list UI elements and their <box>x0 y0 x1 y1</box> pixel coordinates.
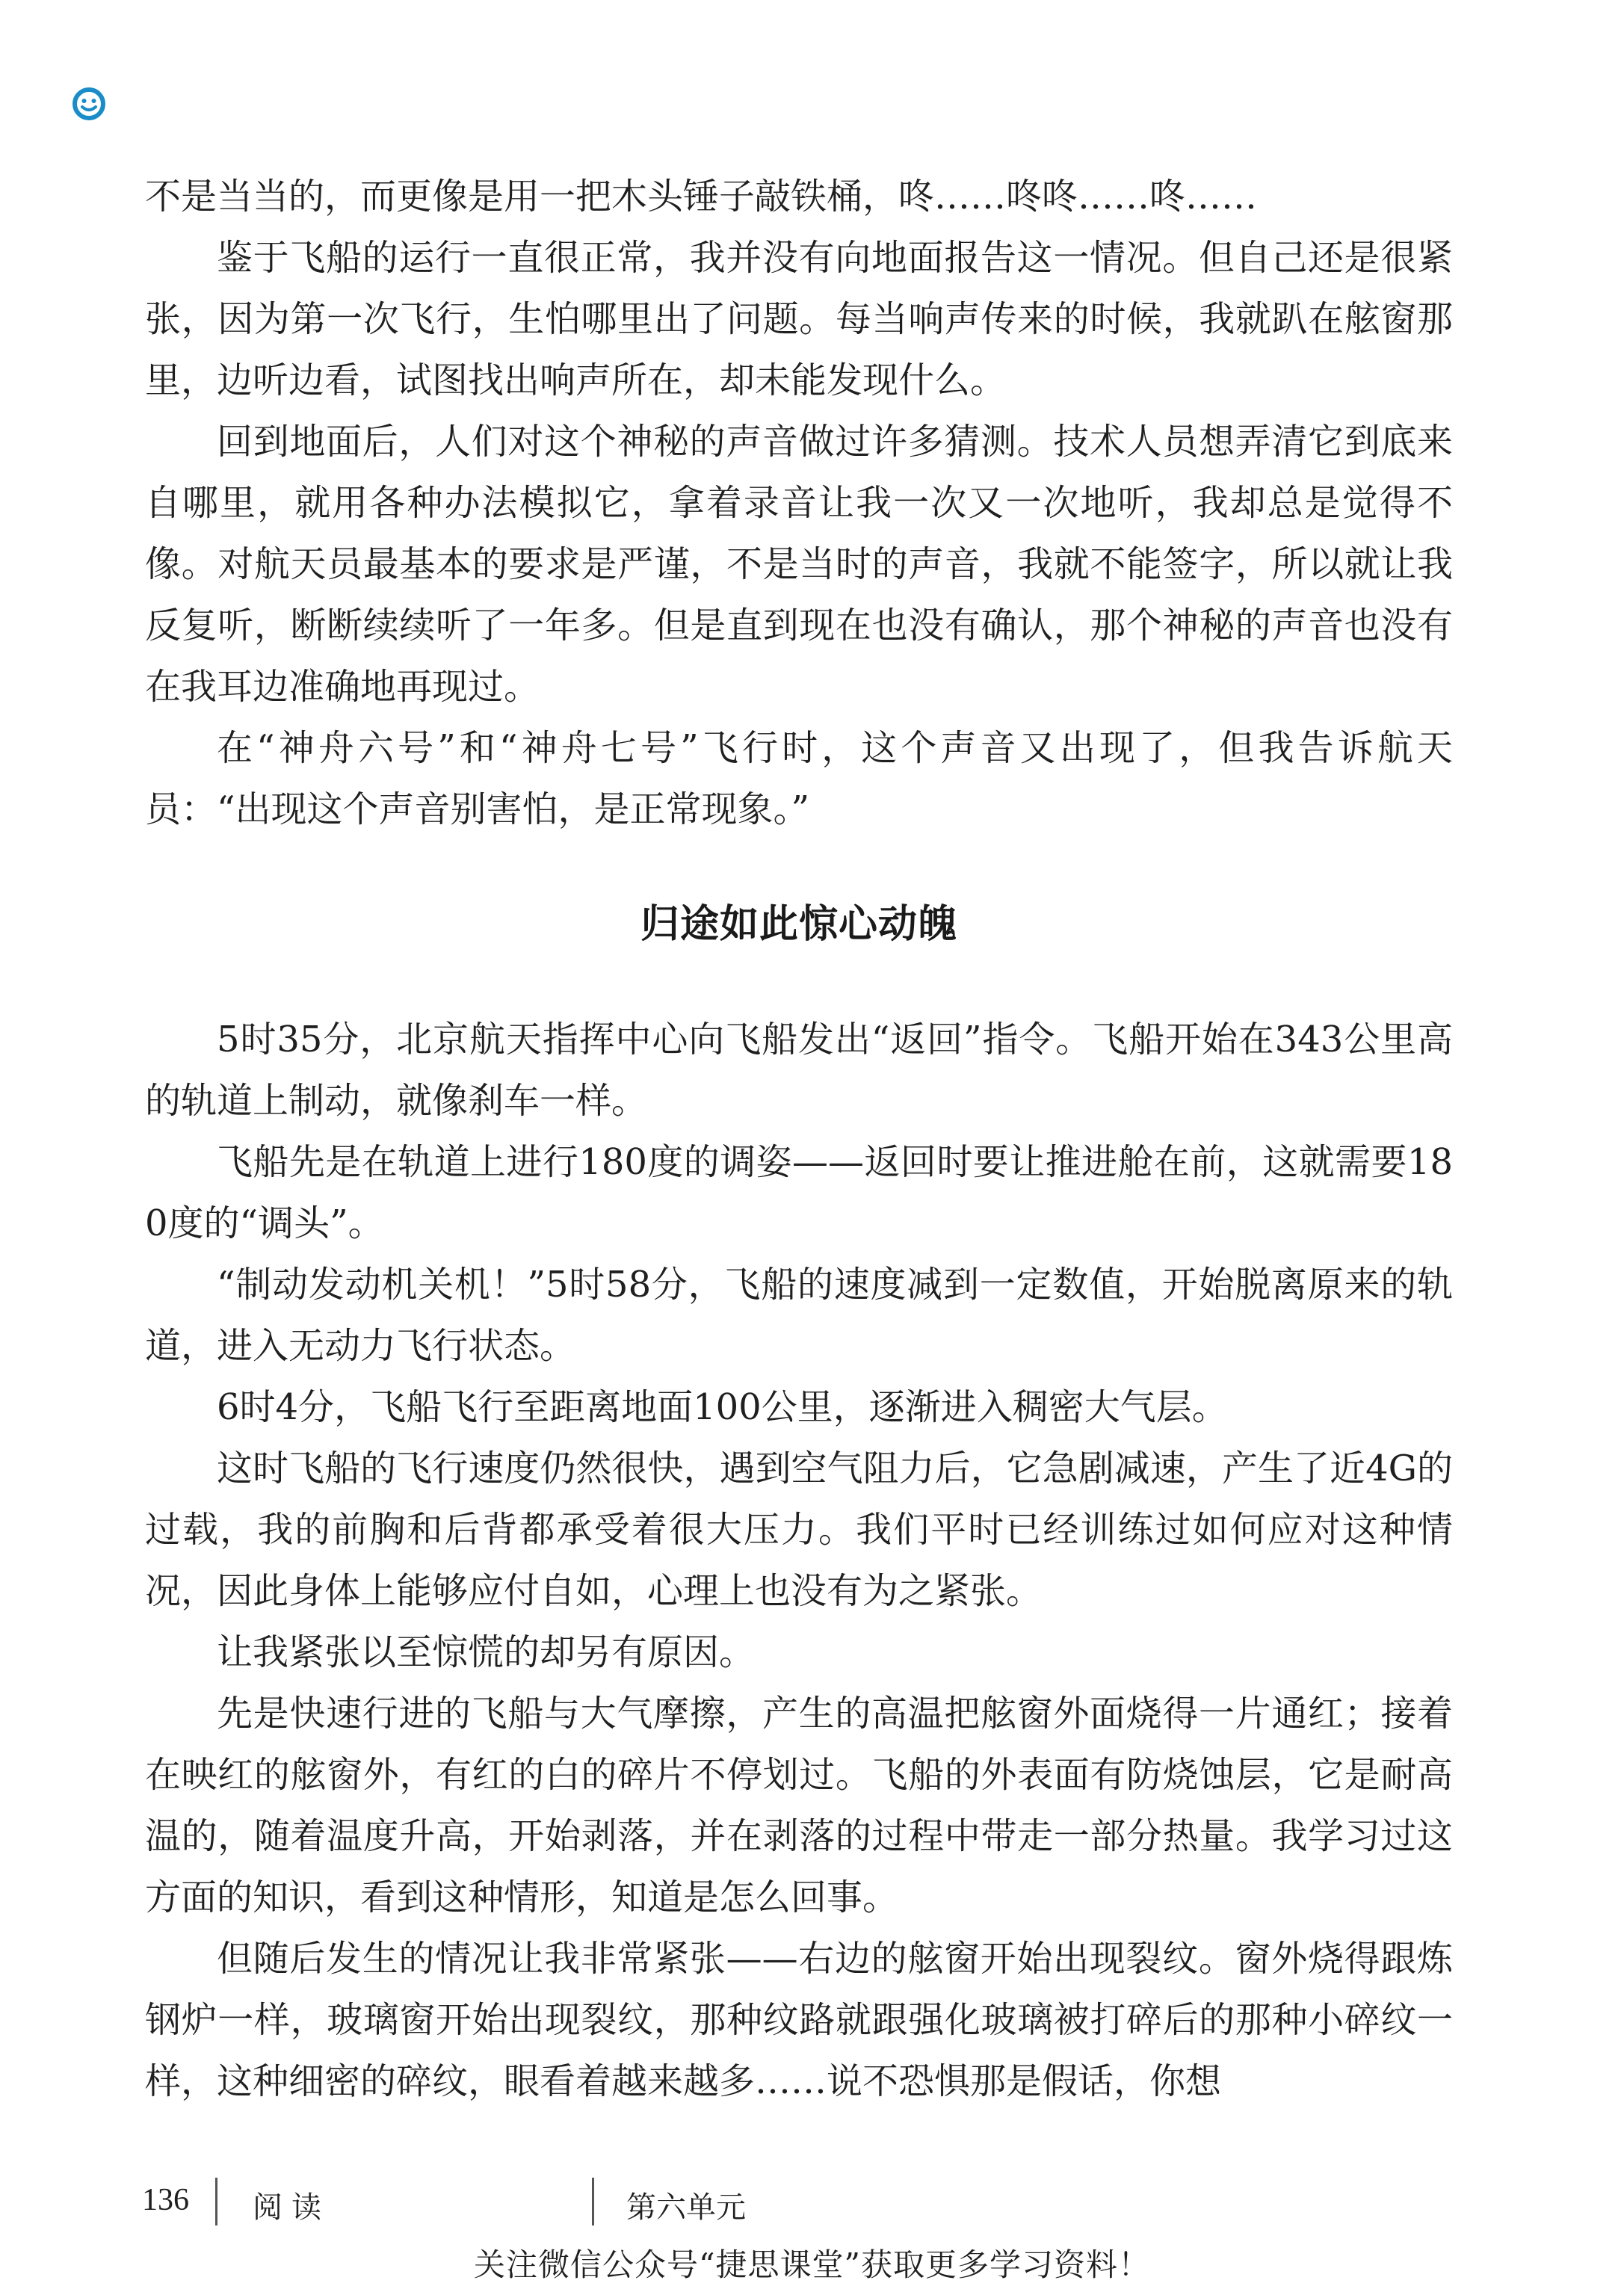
paragraph: 先是快速行进的飞船与大气摩擦，产生的高温把舷窗外面烧得一片通红；接着在映红的舷窗外，有红的白的碎片不停划过。飞船的外表面有防烧蚀层，它是耐高温的，随着温度升高，开始剥落，并在剥落的过程中带走一部分热量。我学习过这方面的知识，看到这种情形，知道是怎么回事。 <box>145 1693 1453 1918</box>
paragraph: 但随后发生的情况让我非常紧张——右边的舷窗开始出现裂纹。窗外烧得跟炼钢炉一样，玻璃窗开始出现裂纹，那种纹路就跟强化玻璃被打碎后的那种小碎纹一样，这种细密的碎纹，眼看着越来越多……说不恐惧那是假话，你想 <box>145 1938 1453 2102</box>
book-name: 阅读 <box>253 2190 330 2225</box>
paragraph-continued: 不是当当的，而更像是用一把木头锤子敲铁桶，咚……咚咚……咚…… <box>145 176 1258 217</box>
paragraph: 回到地面后，人们对这个神秘的声音做过许多猜测。技术人员想弄清它到底来自哪里，就用各种办法模拟它，拿着录音让我一次又一次地听，我却总是觉得不像。对航天员最基本的要求是严谨，不是当时的声音，我就不能签字，所以就让我反复听，断断续续听了一年多。但是直到现在也没有确认，那个神秘的声音也没有在我耳边准确地再现过。 <box>145 421 1453 708</box>
page-number: 136 <box>142 2183 189 2217</box>
paragraph: 鉴于飞船的运行一直很正常，我并没有向地面报告这一情况。但自己还是很紧张，因为第一次飞行，生怕哪里出了问题。每当响声传来的时候，我就趴在舷窗那里，边听边看，试图找出响声所在，却未能发现什么。 <box>145 237 1453 401</box>
smiley-icon <box>72 87 106 121</box>
footer-divider <box>215 2178 217 2225</box>
unit-name: 第六单元 <box>626 2190 746 2225</box>
section-title: 归途如此惊心动魄 <box>640 902 957 947</box>
paragraph: “制动发动机关机！”5时58分，飞船的速度减到一定数值，开始脱离原来的轨道，进入无动力飞行状态。 <box>145 1264 1453 1367</box>
paragraph: 这时飞船的飞行速度仍然很快，遇到空气阻力后，它急剧减速，产生了近4G的过载，我的前胸和后背都承受着很大压力。我们平时已经训练过如何应对这种情况，因此身体上能够应付自如，心理上也没有为之紧张。 <box>145 1448 1453 1612</box>
footer-divider <box>592 2178 594 2225</box>
paragraph: 让我紧张以至惊慌的却另有原因。 <box>217 1631 756 1673</box>
page-footer <box>0 2167 1624 2295</box>
paragraph: 在“神舟六号”和“神舟七号”飞行时，这个声音又出现了，但我告诉航天员：“出现这个声音别害怕，是正常现象。” <box>145 727 1453 830</box>
promo-text: 关注微信公众号“捷思课堂”获取更多学习资料！ <box>474 2246 1150 2283</box>
paragraph: 6时4分，飞船飞行至距离地面100公里，逐渐进入稠密大气层。 <box>217 1386 1228 1428</box>
paragraph: 飞船先是在轨道上进行180度的调姿——返回时要让推进舱在前，这就需要180度的“调头”。 <box>145 1141 1453 1244</box>
paragraph: 5时35分，北京航天指挥中心向飞船发出“返回”指令。飞船开始在343公里高的轨道上制动，就像刹车一样。 <box>145 1019 1453 1122</box>
article-body <box>145 166 1453 2112</box>
